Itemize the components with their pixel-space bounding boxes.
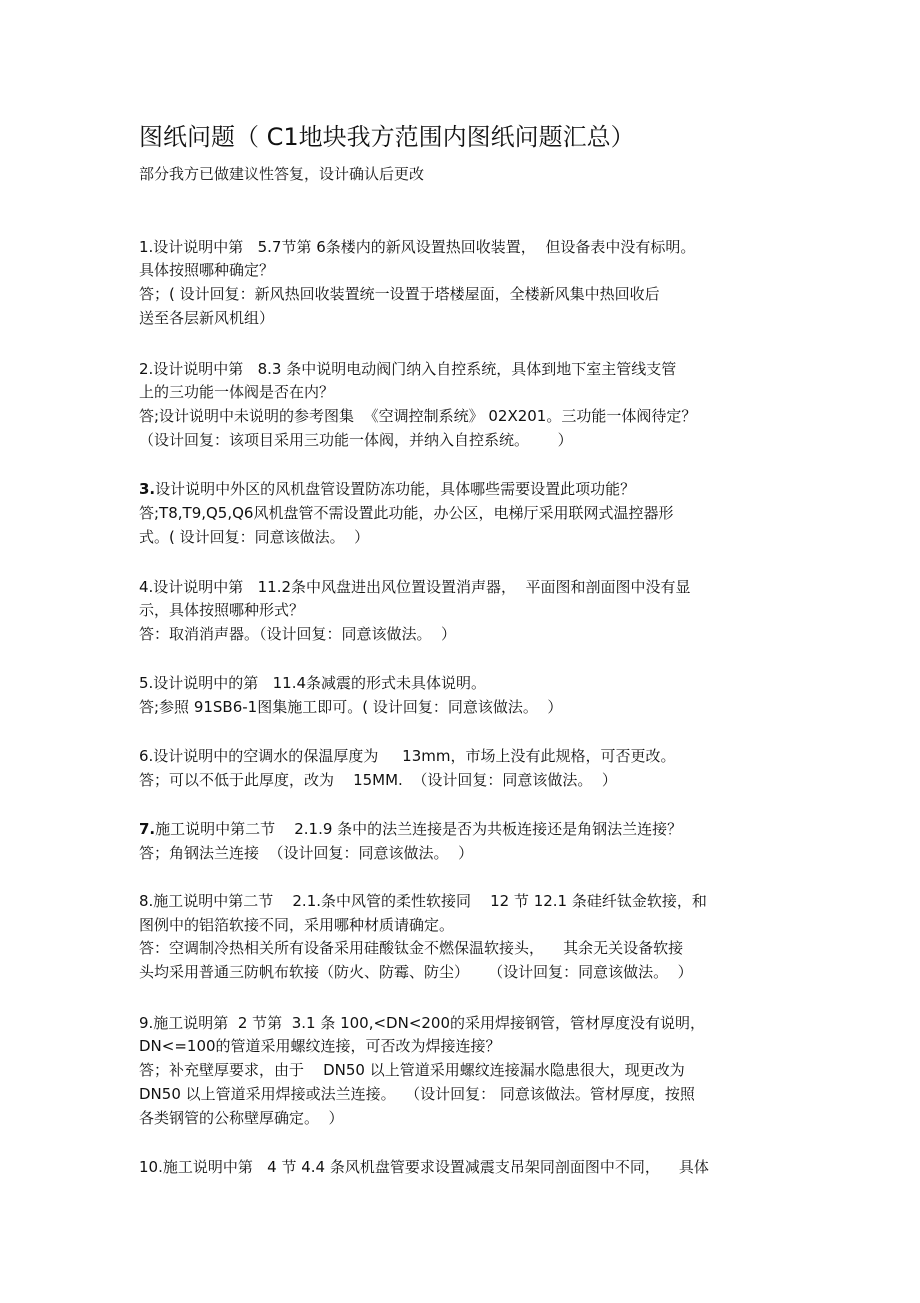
- item-7-text: 施工说明中第二节 2.1.9 条中的法兰连接是否为共板连接还是角钢法兰连接？: [155, 820, 683, 838]
- item-9-line-3: 答；补充壁厚要求，由于 DN50 以上管道采用螺纹连接漏水隐患很大，现更改为: [139, 1061, 685, 1079]
- page-subtitle: 部分我方已做建议性答复，设计确认后更改: [139, 165, 425, 183]
- item-8-line-4: 头均采用普通三防帆布软接（防火、防霉、防尘） （设计回复：同意该做法。 ）: [139, 963, 693, 981]
- item-1-line-1: 1.设计说明中第 5.7节第 6条楼内的新风设置热回收装置， 但设备表中没有标明。: [139, 238, 696, 256]
- item-9-line-5: 各类钢管的公称壁厚确定。 ）: [139, 1109, 344, 1127]
- item-8-line-3: 答：空调制冷热相关所有设备采用硅酸钛金不燃保温软接头， 其余无关设备软接: [139, 939, 684, 957]
- item-5-line-1: 5.设计说明中的第 11.4条减震的形式未具体说明。: [139, 674, 487, 692]
- item-2-line-2: 上的三功能一体阀是否在内？: [139, 383, 335, 401]
- item-1-line-3: 答；( 设计回复：新风热回收装置统一设置于塔楼屋面，全楼新风集中热回收后: [139, 285, 660, 303]
- item-1-line-4: 送至各层新风机组）: [139, 309, 275, 327]
- item-2-line-3: 答;设计说明中未说明的参考图集 《空调控制系统》 02X201。三功能一体阀待定？: [139, 407, 697, 425]
- item-2-line-1: 2.设计说明中第 8.3 条中说明电动阀门纳入自控系统，具体到地下室主管线支管: [139, 360, 677, 378]
- item-4-line-2: 示，具体按照哪种形式？: [139, 601, 305, 619]
- item-4-line-1: 4.设计说明中第 11.2条中风盘进出风位置设置消声器， 平面图和剖面图中没有显: [139, 578, 691, 596]
- item-1-line-2: 具体按照哪种确定？: [139, 261, 275, 279]
- item-9-line-4: DN50 以上管道采用焊接或法兰连接。 （设计回复： 同意该做法。管材厚度，按照: [139, 1085, 695, 1103]
- item-6-line-1: 6.设计说明中的空调水的保温厚度为 13mm，市场上没有此规格，可否更改。: [139, 747, 676, 765]
- item-3-line-3: 式。( 设计回复：同意该做法。 ）: [139, 528, 370, 546]
- item-3-line-1: [139, 478, 635, 500]
- item-7-line-2: 答；角钢法兰连接 （设计回复：同意该做法。 ）: [139, 844, 474, 862]
- page-title: 图纸问题（ C1地块我方范围内图纸问题汇总）: [139, 123, 635, 151]
- item-8-line-2: 图例中的铝箔软接不同，采用哪种材质请确定。: [139, 916, 455, 934]
- item-3-text: 设计说明中外区的风机盘管设置防冻功能，具体哪些需要设置此项功能？: [155, 480, 636, 498]
- item-5-line-2: 答;参照 91SB6-1图集施工即可。( 设计回复：同意该做法。 ）: [139, 698, 563, 716]
- item-9-line-1: 9.施工说明第 2 节第 3.1 条 100,<DN<200的采用焊接钢管，管材厚度没有说明，: [139, 1014, 706, 1032]
- item-3-line-2: 答;T8,T9,Q5,Q6风机盘管不需设置此功能，办公区，电梯厅采用联网式温控器形: [139, 504, 674, 522]
- item-8-line-1: 8.施工说明中第二节 2.1.条中风管的柔性软接同 12 节 12.1 条硅纤钛金软接，和: [139, 892, 707, 910]
- item-10-line-1: 10.施工说明中第 4 节 4.4 条风机盘管要求设置减震支吊架同剖面图中不同， 具体: [139, 1158, 709, 1176]
- item-4-line-3: 答：取消消声器。（设计回复：同意该做法。 ）: [139, 625, 457, 643]
- item-9-line-2: DN<=100的管道采用螺纹连接，可否改为焊接连接？: [139, 1037, 501, 1055]
- item-6-line-2: 答；可以不低于此厚度，改为 15MM. （设计回复：同意该做法。 ）: [139, 771, 617, 789]
- item-3-number: 3.: [139, 480, 156, 498]
- item-7-line-1: [139, 818, 682, 840]
- item-7-number: 7.: [139, 820, 156, 838]
- item-2-line-4: （设计回复：该项目采用三功能一体阀，并纳入自控系统。 ）: [139, 431, 573, 449]
